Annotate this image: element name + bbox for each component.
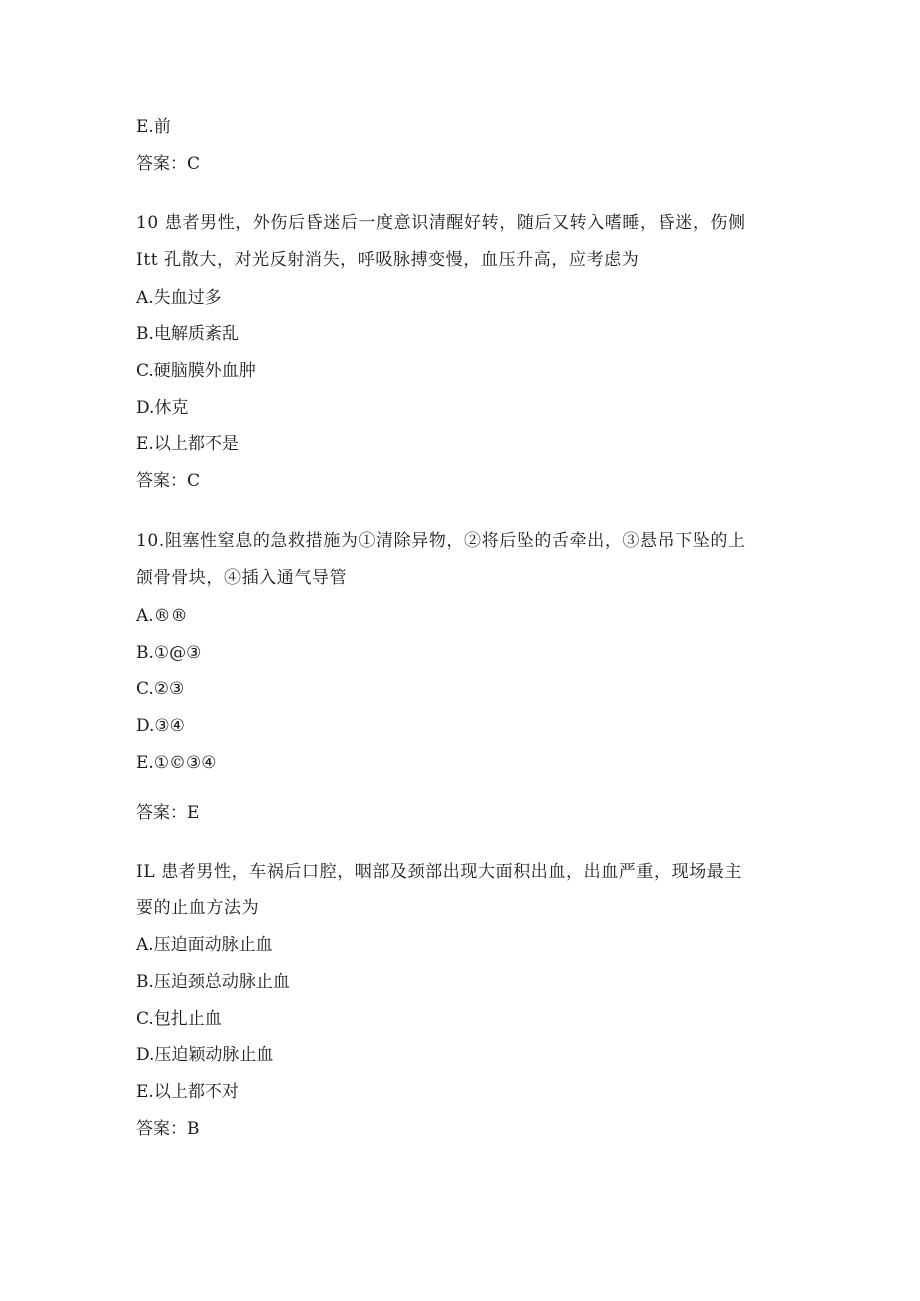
option-e: E.前	[136, 117, 171, 137]
answer-line: 答案：E	[136, 803, 200, 823]
option-e: E.以上都不是	[136, 434, 239, 454]
answer-line: 答案：C	[136, 471, 201, 491]
answer-line: 答案：B	[136, 1119, 200, 1139]
option-d: D.压迫颖动脉止血	[136, 1045, 274, 1065]
question-text-line-2: 要的止血方法为	[136, 898, 260, 918]
option-d: D.休克	[136, 398, 189, 418]
option-d: D.③④	[136, 716, 185, 736]
option-e: E.以上都不对	[136, 1082, 239, 1102]
option-b: B.①@③	[136, 643, 202, 663]
option-b: B.电解质紊乱	[136, 324, 239, 344]
option-a: A.®®	[136, 606, 188, 626]
answer-line: 答案：C	[136, 154, 201, 174]
option-e: E.①©③④	[136, 753, 217, 773]
question-text-line-1: 10.阻塞性窒息的急救措施为①清除异物，②将后坠的舌牵出，③悬吊下坠的上	[136, 531, 746, 551]
option-a: A.压迫面动脉止血	[136, 935, 273, 955]
question-text-line-2: Itt 孔散大，对光反射消失，呼吸脉搏变慢，血压升高，应考虑为	[136, 250, 640, 270]
question-text-line-1: 10 患者男性，外伤后昏迷后一度意识清醒好转，随后又转入嗜睡，昏迷，伤侧	[136, 213, 746, 233]
option-c: C.硬脑膜外血肿	[136, 361, 256, 381]
option-c: C.②③	[136, 679, 185, 699]
question-text-line-1: IL 患者男性，车祸后口腔，咽部及颈部出现大面积出血，出血严重，现场最主	[136, 862, 743, 882]
question-text-line-2: 颌骨骨块，④插入通气导管	[136, 568, 348, 588]
option-c: C.包扎止血	[136, 1009, 222, 1029]
option-a: A.失血过多	[136, 288, 222, 308]
option-b: B.压迫颈总动脉止血	[136, 972, 290, 992]
